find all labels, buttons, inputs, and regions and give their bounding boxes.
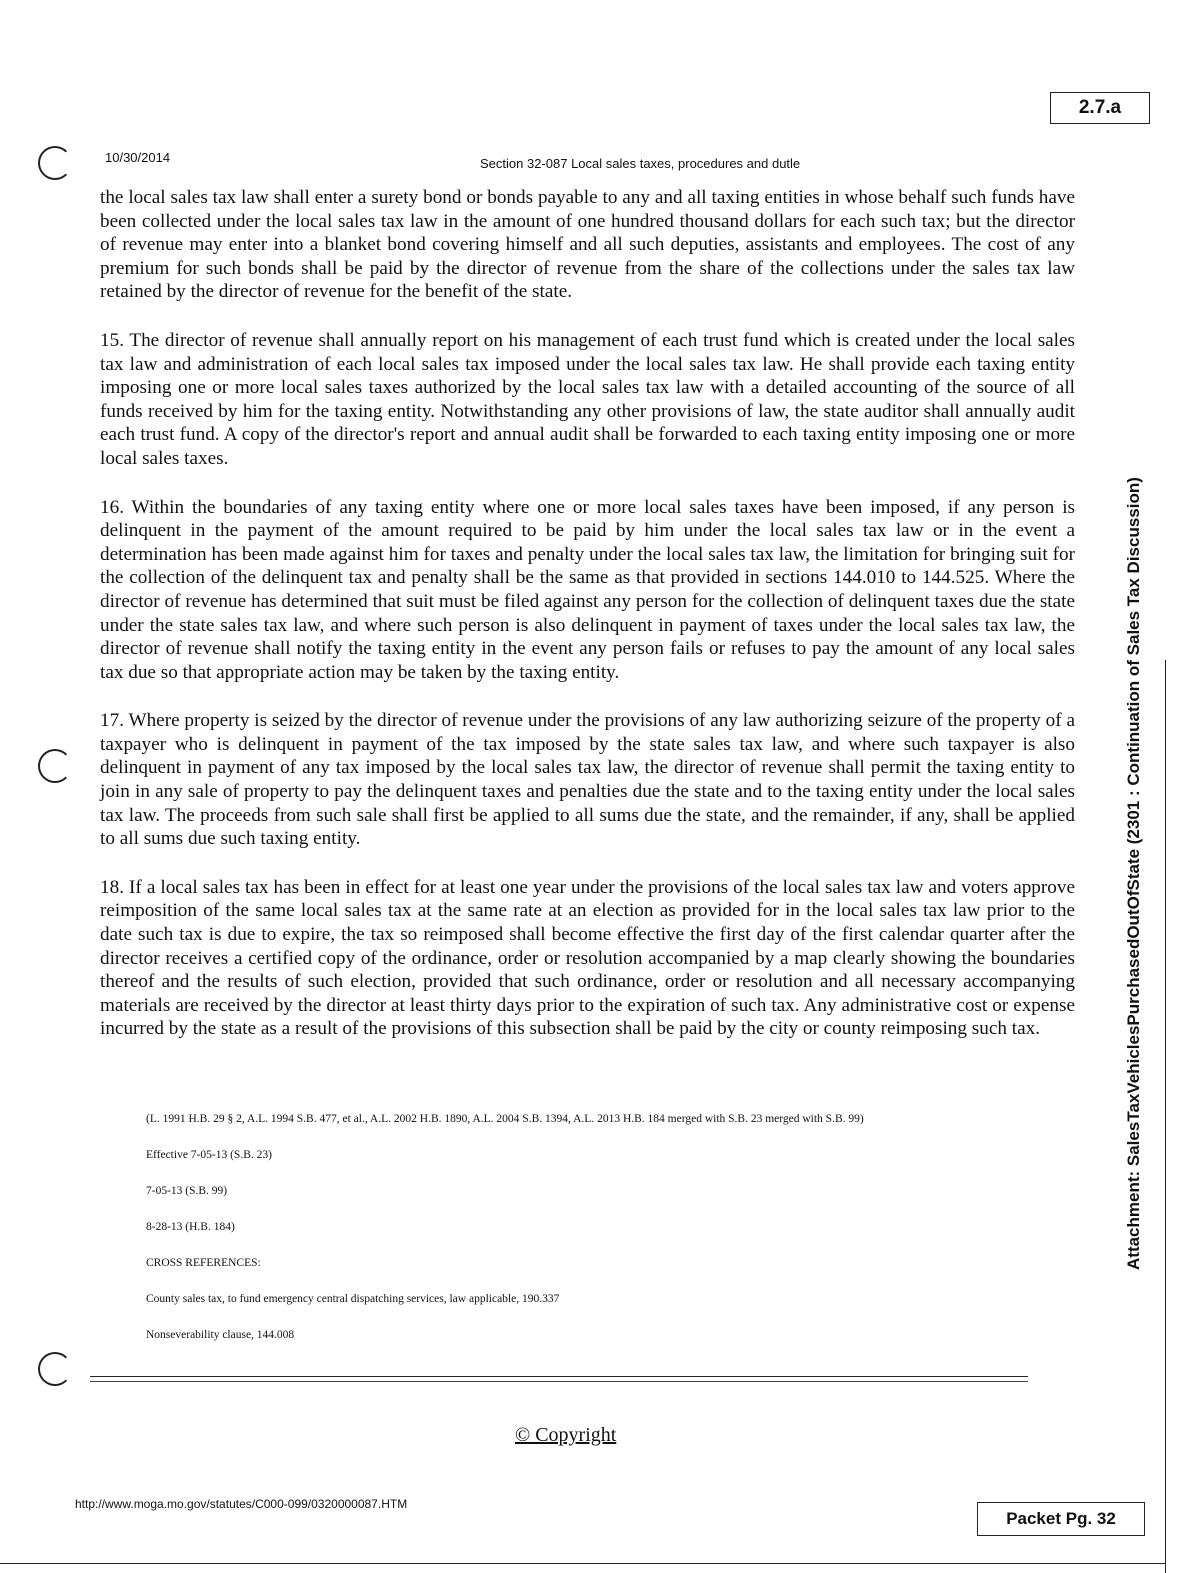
paragraph-16: 16. Within the boundaries of any taxing entity where one or more local sales taxes have been imposed, if any person is delinquent in the payment of the amount required to be paid by him under the local sales tax law or in the event a determination has been made against him for taxes and penalty under the local sales tax law, the limitation for bringing suit for the collection of the delinquent tax and penalty shall be the same as that provided in sections 144.010 to 144.525. Where the director of revenue has determined that suit must be filed against any person for the collection of delinquent taxes due the state under the state sales tax law, and where such person is also delinquent in payment of taxes under the local sales tax law, the director of revenue shall notify the taxing entity in the event any person fails or refuses to pay the amount of any local sales tax due so that appropriate action may be taken by the taxing entity.: [100, 496, 1075, 683]
cross-references-heading: CROSS REFERENCES:: [146, 1257, 261, 1269]
punch-hole: [38, 146, 72, 180]
copyright-link[interactable]: © Copyright: [515, 1424, 617, 1446]
source-url: http://www.moga.mo.gov/statutes/C000-099/0320000087.HTM: [75, 1497, 408, 1511]
cross-reference-item: Nonseverability clause, 144.008: [146, 1329, 295, 1341]
paragraph-continuation: the local sales tax law shall enter a surety bond or bonds payable to any and all taxing entities in whose behalf such funds have been collected under the local sales tax law in the amount of one hundred thousand dollars for each such tax; but the director of revenue may enter into a blanket bond covering himself and all such deputies, assistants and employees. The cost of any premium for such bonds shall be paid by the director of revenue from the share of the collections under the sales tax law retained by the director of revenue for the benefit of the state.: [100, 187, 1075, 303]
paragraph-15: 15. The director of revenue shall annually report on his management of each trust fund which is created under the local sales tax law and administration of each local sales tax imposed under the local sales tax law. He shall provide each taxing entity imposing one or more local sales taxes authorized by the local sales tax law with a detailed accounting of the source of all funds received by him for the taxing entity. Notwithstanding any other provisions of law, the state auditor shall annually audit each trust fund. A copy of the director's report and annual audit shall be forwarded to each taxing entity imposing one or more local sales taxes.: [100, 329, 1075, 469]
history-effective: Effective 7-05-13 (S.B. 23): [146, 1149, 272, 1161]
header-date: 10/30/2014: [105, 150, 171, 165]
page-border: [1165, 660, 1166, 1573]
packet-page-number: Packet Pg. 32: [977, 1502, 1145, 1536]
statute-body: [100, 186, 1075, 1066]
history-citation: (L. 1991 H.B. 29 § 2, A.L. 1994 S.B. 477, et al., A.L. 2002 H.B. 1890, A.L. 2004 S.B. 1394, A.L. 2013 H.B. 184 merged with S.B. 23 merged with S.B. 99): [146, 1113, 864, 1125]
attachment-side-label: Attachment: SalesTaxVehiclesPurchasedOutOfState (2301 : Continuation of Sales Tax Discussion): [1124, 477, 1143, 1270]
statute-history: [146, 1112, 1016, 1364]
history-date: 7-05-13 (S.B. 99): [146, 1185, 228, 1197]
punch-hole: [38, 749, 72, 783]
page-border: [0, 1563, 1165, 1564]
header-section-title: Section 32-087 Local sales taxes, procedures and dutle: [480, 156, 801, 171]
paragraph-17: 17. Where property is seized by the director of revenue under the provisions of any law authorizing seizure of the property of a taxpayer who is delinquent in payment of the tax imposed by the state sales tax law, and where such taxpayer is also delinquent in payment of any tax imposed by the local sales tax law, the director of revenue shall permit the taxing entity to join in any sale of property to pay the delinquent taxes and penalties due the state and to the taxing entity under the local sales tax law. The proceeds from such sale shall first be applied to all sums due the state, and the remainder, if any, shall be applied to all sums due such taxing entity.: [100, 710, 1075, 850]
item-tag: 2.7.a: [1050, 92, 1150, 124]
cross-reference-item: County sales tax, to fund emergency central dispatching services, law applicable, 190.337: [146, 1293, 560, 1305]
divider: [90, 1381, 1028, 1382]
punch-hole: [38, 1352, 72, 1386]
history-date: 8-28-13 (H.B. 184): [146, 1221, 235, 1233]
paragraph-18: 18. If a local sales tax has been in effect for at least one year under the provisions of the local sales tax law and voters approve reimposition of the same local sales tax at the same rate at an election as provided for in the local sales tax law prior to the date such tax is due to expire, the tax so reimposed shall become effective the first day of the first calendar quarter after the director receives a certified copy of the ordinance, order or resolution accompanied by a map clearly showing the boundaries thereof and the results of such election, provided that such ordinance, order or resolution and all necessary accompanying materials are received by the director at least thirty days prior to the expiration of such tax. Any administrative cost or expense incurred by the state as a result of the provisions of this subsection shall be paid by the city or county reimposing such tax.: [100, 876, 1075, 1040]
divider: [90, 1376, 1028, 1377]
